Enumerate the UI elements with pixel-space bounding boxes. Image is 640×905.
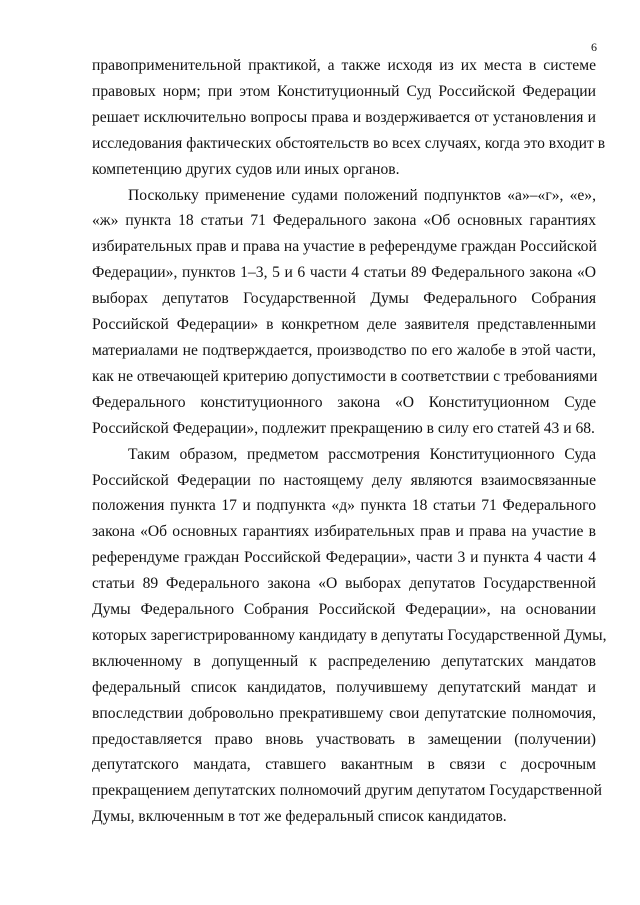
document-body — [92, 53, 607, 830]
text-line: исследования фактических обстоятельств во всех случаях, когда это входит в — [92, 134, 606, 152]
text-line: закона «Об основных гарантиях избирательных прав и права на участие в — [92, 523, 596, 541]
text-line: федеральный список кандидатов, получившему депутатский мандат и — [92, 678, 596, 696]
text-line: Российской Федерации» в конкретном деле заявителя представленными — [92, 316, 596, 334]
text-line: правоприменительной практикой, а также исходя из их места в системе — [92, 57, 596, 74]
text-line: компетенцию других судов или иных органов. — [92, 160, 400, 178]
text-line: как не отвечающей критерию допустимости в соответствии с требованиями — [92, 367, 598, 385]
text-line: правовых норм; при этом Конституционный Суд Российской Федерации — [92, 82, 596, 100]
paragraph-3 — [92, 442, 607, 831]
text-line: Федерального конституционного закона «О Конституционном Суде — [92, 393, 596, 411]
text-line: выборах депутатов Государственной Думы Федерального Собрания — [92, 290, 596, 308]
paragraph-1 — [92, 53, 606, 183]
text-line: впоследствии добровольно прекратившему свои депутатские полномочия, — [92, 704, 596, 722]
text-line: материалами не подтверждается, производство по его жалобе в этой части, — [92, 341, 596, 359]
text-line: Поскольку применение судами положений подпунктов «а»–«г», «е», — [128, 186, 596, 204]
text-line: которых зарегистрированному кандидату в депутаты Государственной Думы, — [92, 626, 607, 644]
text-line: решает исключительно вопросы права и воздерживается от установления и — [92, 108, 596, 126]
text-line: «ж» пункта 18 статьи 71 Федерального закона «Об основных гарантиях — [92, 212, 596, 230]
text-line: статьи 89 Федерального закона «О выборах депутатов Государственной — [92, 575, 596, 593]
text-line: референдуме граждан Российской Федерации», части 3 и пункта 4 части 4 — [92, 549, 596, 567]
text-line: Таким образом, предметом рассмотрения Конституционного Суда — [128, 445, 596, 463]
text-line: избирательных прав и права на участие в референдуме граждан Российской — [92, 238, 597, 256]
text-line: положения пункта 17 и подпункта «д» пункта 18 статьи 71 Федерального — [92, 497, 596, 515]
text-line: Российской Федерации по настоящему делу являются взаимосвязанные — [92, 471, 596, 489]
text-line: Федерации», пунктов 1–3, 5 и 6 части 4 статьи 89 Федерального закона «О — [92, 264, 596, 282]
text-line: Российской Федерации», подлежит прекращению в силу его статей 43 и 68. — [92, 419, 595, 437]
text-line: депутатского мандата, ставшего вакантным в связи с досрочным — [92, 756, 596, 774]
text-line: прекращением депутатских полномочий другим депутатом Государственной — [92, 782, 602, 800]
paragraph-2 — [92, 183, 596, 442]
text-line: включенному в допущенный к распределению депутатских мандатов — [92, 652, 596, 670]
text-line: Думы, включенным в тот же федеральный список кандидатов. — [92, 808, 507, 826]
text-line: Думы Федерального Собрания Российской Федерации», на основании — [92, 601, 596, 619]
page-number: 6 — [591, 40, 597, 54]
text-line: предоставляется право вновь участвовать в замещении (получении) — [92, 730, 596, 748]
